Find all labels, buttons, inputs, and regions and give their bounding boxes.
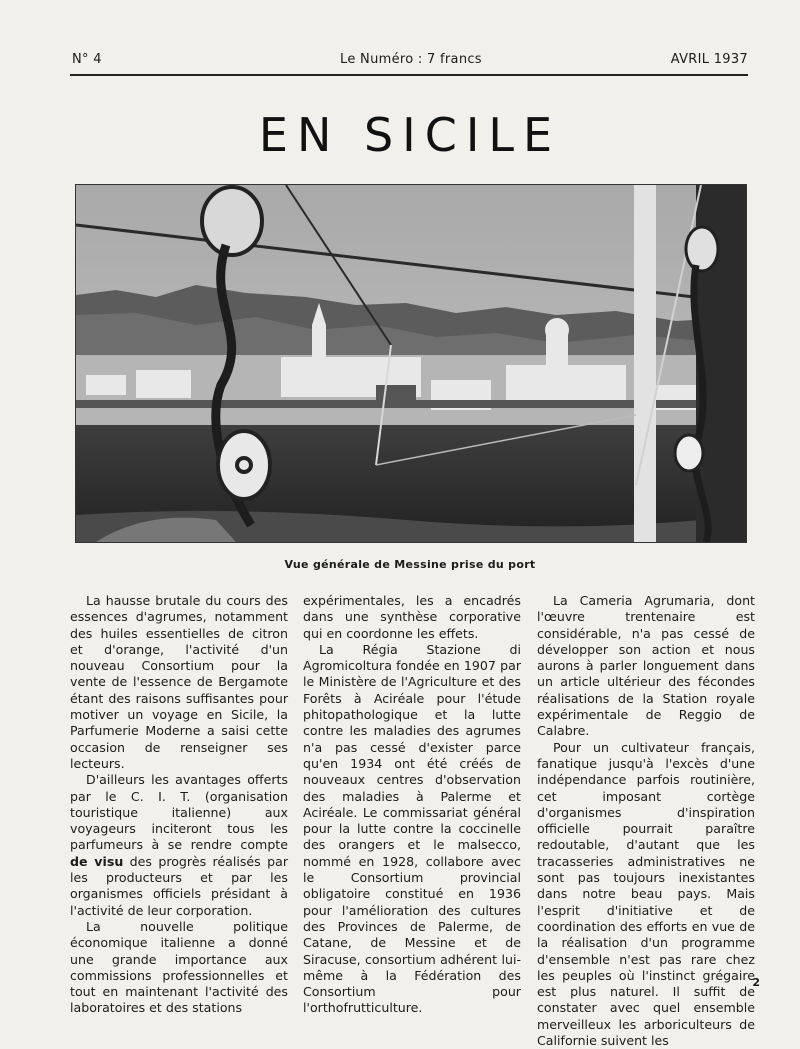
emphasis-text: de visu — [70, 853, 124, 869]
harbor-photo — [75, 184, 747, 543]
paragraph: La Cameria Agrumaria, dont l'œuvre trentenaire est considérable, n'a pas cessé de développer son action et nous aurons à parler longuement dans un article ultérieur des fécondes réalisations de la Station royale expérimentale de Reggio de Calabre. — [537, 593, 755, 739]
issue-number: N° 4 — [72, 52, 102, 67]
text-column-2 — [303, 593, 521, 1016]
issue-date: AVRIL 1937 — [670, 52, 748, 67]
text-column-3 — [537, 593, 755, 1049]
article-body — [70, 593, 755, 1049]
paragraph-text: D'ailleurs les avantages offerts par le C. I. T. (organisation touristique italienne) aux voyageurs inciteront tous les parfumeurs à se rendre compte — [70, 772, 288, 853]
paragraph-text: des progrès réalisés par les producteurs et par les organismes officiels présidant à l'activité de leur corporation. — [70, 853, 288, 918]
paragraph: La hausse brutale du cours des essences d'agrumes, notamment des huiles essentielles de citron et d'orange, l'activité d'un nouveau Consortium pour la vente de l'essence de Bergamote étant des raisons suffisantes pour motiver un voyage en Sicile, la Parfumerie Moderne a saisi cette occasion de renseigner ses lecteurs. — [70, 593, 288, 771]
text-column-1 — [70, 593, 288, 1016]
photo-caption: Vue générale de Messine prise du port — [284, 558, 536, 571]
paragraph: La Régia Stazione di Agromicoltura fondée en 1907 par le Ministère de l'Agriculture et des Forêts à Aciréale pour l'étude phitopathologique et la lutte contre les maladies des agrumes n'a pas cessé d'exister parce qu'en 1934 ont été créés de nouveaux centres d'observation des maladies à Palerme et Aciréale. Le commissariat général pour la lutte contre la coccinelle des orangers et le malsecco, nommé en 1928, collabore avec le Consortium provincial obligatoire constitué en 1936 pour l'amélioration des cultures des Provinces de Palerme, de Catane, de Messine et de Siracuse, consortium adhérent lui-même à la Fédération des Consortium pour l'orthofrutticulture. — [303, 641, 521, 1016]
paragraph: expérimentales, les a encadrés dans une synthèse corporative qui en coordonne les effets. — [303, 593, 521, 641]
header-rule — [70, 74, 748, 76]
paragraph — [70, 772, 288, 919]
paragraph: La nouvelle politique économique italienne a donné une grande importance aux commissions professionnelles et tout en maintenant l'activité des laboratoires et des stations — [70, 918, 288, 1016]
article-title: EN SICILE — [258, 108, 562, 162]
paragraph: Pour un cultivateur français, fanatique jusqu'à l'excès d'une indépendance parfois routinière, cet imposant cortège d'organismes d'inspiration officielle pourrait paraître redoutable, d'autant que les tracasseries administratives ne sont pas toujours inexistantes dans notre beau pays. Mais l'esprit d'initiative et de coordination des efforts en vue de la réalisation d'un programme d'ensemble n'est pas rare chez les peuples où l'instinct grégaire est plus naturel. Il suffit de constater avec quel ensemble merveilleux les arboriculteurs de Californie suivent les — [537, 739, 755, 1049]
page-number: 2 — [752, 976, 760, 989]
issue-price: Le Numéro : 7 francs — [340, 52, 482, 67]
page-header — [70, 50, 748, 72]
